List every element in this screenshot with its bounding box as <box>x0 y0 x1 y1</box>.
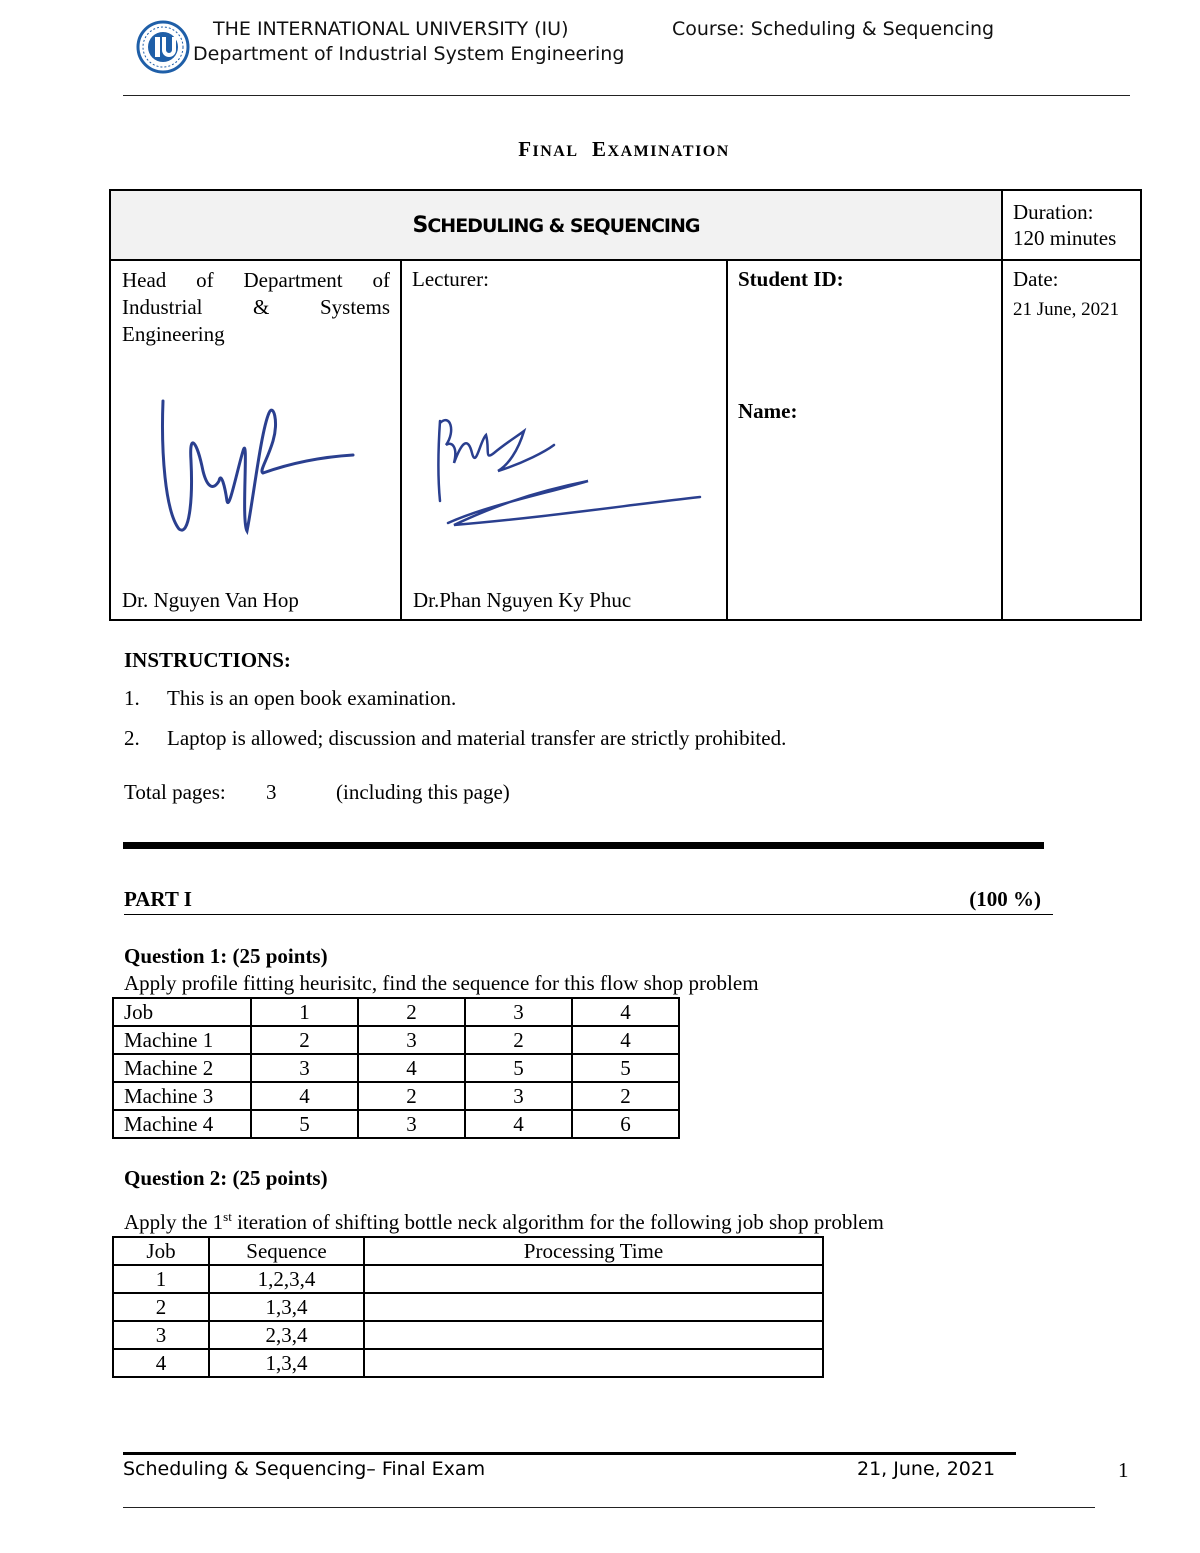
total-pages-note: (including this page) <box>336 780 510 804</box>
table-cell <box>364 1321 823 1349</box>
table-cell: 3 <box>465 998 572 1026</box>
question-1-table <box>112 997 680 1139</box>
exam-info-table <box>109 189 1142 621</box>
footer-rule <box>123 1507 1095 1508</box>
table-cell: Machine 1 <box>113 1026 251 1054</box>
date-cell <box>1002 260 1141 620</box>
university-name: THE INTERNATIONAL UNIVERSITY (IU) <box>213 18 569 40</box>
table-cell: Machine 2 <box>113 1054 251 1082</box>
footer-title: Scheduling & Sequencing– Final Exam <box>123 1458 486 1480</box>
table-cell: 1,2,3,4 <box>209 1265 364 1293</box>
table-header: Sequence <box>209 1237 364 1265</box>
lecturer-cell <box>401 260 727 620</box>
footer-date: 21, June, 2021 <box>857 1458 996 1480</box>
question-1-text: Apply profile fitting heurisitc, find the sequence for this flow shop problem <box>124 971 759 995</box>
table-cell: 2,3,4 <box>209 1321 364 1349</box>
question-1-title: Question 1: (25 points) <box>124 944 328 968</box>
subject-cell <box>110 190 1002 260</box>
table-cell <box>364 1349 823 1377</box>
section-divider <box>123 842 1044 849</box>
table-cell: 3 <box>358 1110 465 1138</box>
table-header: Processing Time <box>364 1237 823 1265</box>
instructions-title: INSTRUCTIONS: <box>124 648 291 672</box>
table-cell: 5 <box>251 1110 358 1138</box>
lecturer-signature <box>428 401 708 531</box>
university-logo-icon <box>136 20 190 74</box>
head-of-department-label: Head of Department of Industrial & Systems Engineering <box>122 268 390 346</box>
head-of-department-cell <box>110 260 401 620</box>
table-cell: 2 <box>358 998 465 1026</box>
table-cell: 1,3,4 <box>209 1349 364 1377</box>
header-divider <box>123 95 1130 96</box>
student-cell <box>727 260 1002 620</box>
table-cell: 4 <box>358 1054 465 1082</box>
table-cell: 2 <box>465 1026 572 1054</box>
question-2-table <box>112 1236 824 1378</box>
table-row <box>113 1082 679 1110</box>
question-2-title: Question 2: (25 points) <box>124 1166 328 1190</box>
duration-label: Duration: <box>1013 200 1094 224</box>
lecturer-label: Lecturer: <box>412 267 489 291</box>
duration-value: 120 minutes <box>1013 226 1117 250</box>
date-label: Date: <box>1013 267 1059 291</box>
head-name: Dr. Nguyen Van Hop <box>122 588 299 612</box>
table-cell: 2 <box>358 1082 465 1110</box>
table-row <box>113 1054 679 1082</box>
footer-divider <box>123 1452 1016 1455</box>
total-pages <box>124 780 510 805</box>
table-row <box>113 1026 679 1054</box>
exam-date: 21 June, 2021 <box>1013 299 1120 320</box>
student-id-label: Student ID: <box>738 267 844 291</box>
part-weight: (100 %) <box>969 887 1041 911</box>
instruction-item: 2. Laptop is allowed; discussion and material transfer are strictly prohibited. <box>124 726 787 750</box>
table-cell: 4 <box>251 1082 358 1110</box>
table-cell: Machine 4 <box>113 1110 251 1138</box>
table-cell: 1,3,4 <box>209 1293 364 1321</box>
course-name: Course: Scheduling & Sequencing <box>672 18 995 40</box>
table-row <box>113 1293 823 1321</box>
table-cell: 3 <box>251 1054 358 1082</box>
exam-title: FINAL EXAMINATION <box>518 137 730 161</box>
table-cell: 4 <box>572 998 679 1026</box>
table-row <box>113 1321 823 1349</box>
table-cell <box>364 1293 823 1321</box>
table-cell: 4 <box>465 1110 572 1138</box>
duration-cell <box>1002 190 1141 260</box>
head-signature <box>141 391 381 541</box>
instruction-item: 1. This is an open book examination. <box>124 686 457 710</box>
table-row <box>113 1110 679 1138</box>
table-header: Job <box>113 1237 209 1265</box>
table-row <box>113 1349 823 1377</box>
table-cell: 3 <box>465 1082 572 1110</box>
part-label: PART I <box>124 887 192 911</box>
table-header-row <box>113 1237 823 1265</box>
question-2-text: Apply the 1st iteration of shifting bottle neck algorithm for the following job shop problem <box>124 1209 884 1234</box>
table-cell: 4 <box>572 1026 679 1054</box>
table-cell: Machine 3 <box>113 1082 251 1110</box>
table-row <box>113 1265 823 1293</box>
table-cell: 3 <box>358 1026 465 1054</box>
table-cell: 2 <box>113 1293 209 1321</box>
total-pages-label: Total pages: <box>124 780 226 804</box>
total-pages-value: 3 <box>266 780 277 804</box>
table-cell: Job <box>113 998 251 1026</box>
page-number: 1 <box>1118 1458 1129 1482</box>
department-name: Department of Industrial System Engineering <box>193 43 625 65</box>
part-heading <box>124 887 1053 915</box>
lecturer-name: Dr.Phan Nguyen Ky Phuc <box>413 588 632 612</box>
table-cell <box>364 1265 823 1293</box>
table-cell: 3 <box>113 1321 209 1349</box>
table-cell: 4 <box>113 1349 209 1377</box>
table-cell: 1 <box>113 1265 209 1293</box>
table-cell: 2 <box>572 1082 679 1110</box>
table-cell: 5 <box>465 1054 572 1082</box>
table-row <box>113 998 679 1026</box>
table-cell: 5 <box>572 1054 679 1082</box>
table-cell: 2 <box>251 1026 358 1054</box>
student-name-label: Name: <box>738 399 798 423</box>
table-cell: 1 <box>251 998 358 1026</box>
table-cell: 6 <box>572 1110 679 1138</box>
subject-title: SCHEDULING & SEQUENCING <box>412 212 700 238</box>
